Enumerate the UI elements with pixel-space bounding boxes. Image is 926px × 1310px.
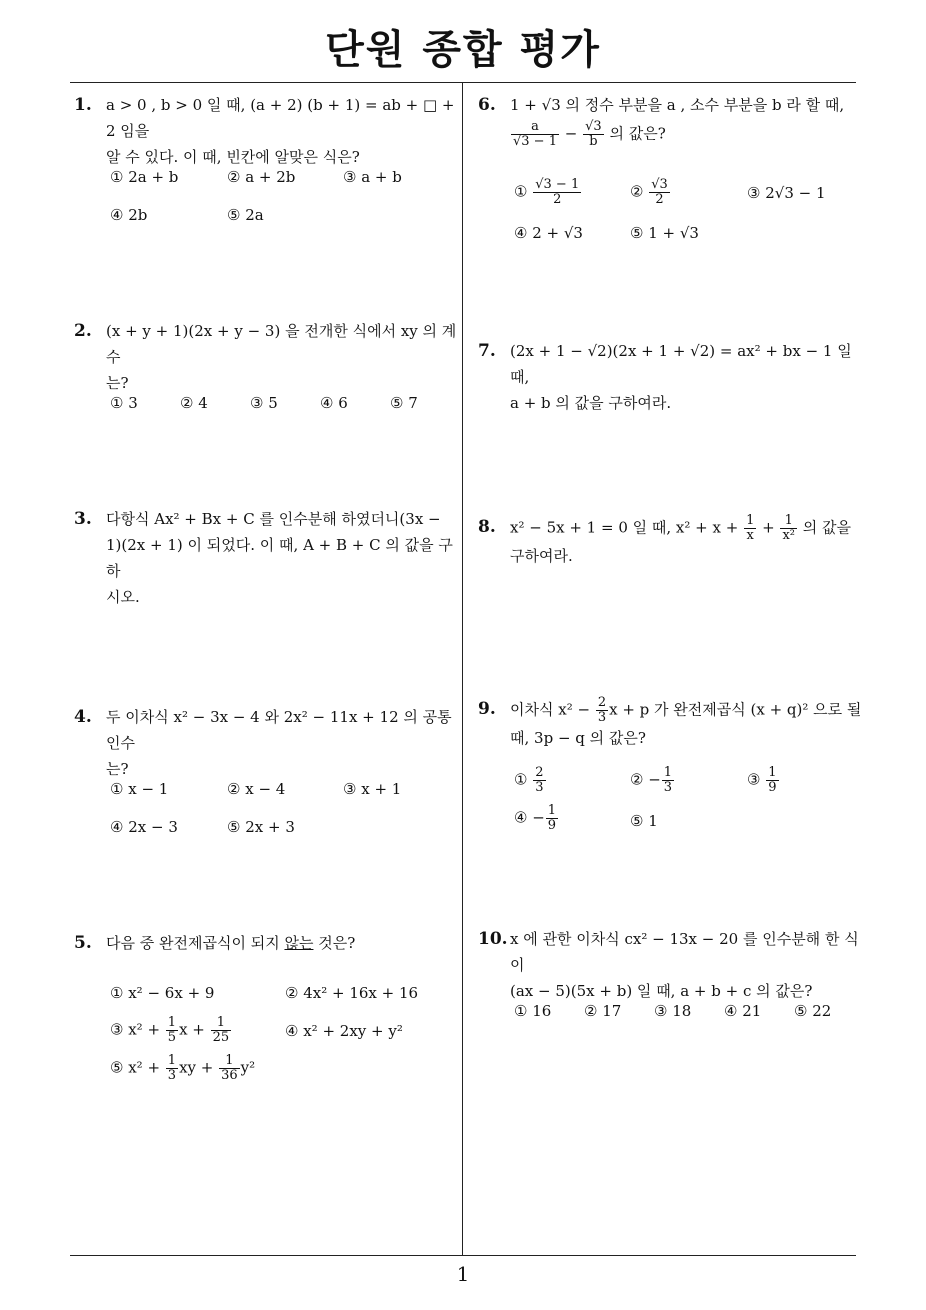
question-number: 2. — [74, 321, 92, 341]
question-number: 9. — [478, 699, 496, 719]
fraction: $\frac{2}{3}$ — [535, 765, 544, 795]
question-text: 이차식 x² − $\frac{2}{3}$ x + p 가 완전제곱식 (x + q)² 으로 될 때, 3p − q 의 값은? — [510, 695, 862, 747]
top-rule — [70, 82, 856, 83]
question-text: (x + y + 1)(2x + y − 3) 을 전개한 식에서 xy 의 계수 는? — [106, 322, 457, 392]
question-number: 6. — [478, 95, 496, 115]
option-4[interactable]: ④ 2 + √3 — [514, 224, 583, 242]
question-text: 두 이차식 x² − 3x − 4 와 2x² − 11x + 12 의 공통인수 는? — [106, 708, 452, 778]
option-2[interactable]: ② $\frac{√3}{2}$ — [630, 177, 668, 207]
page-title: 단원 종합 평가 — [325, 27, 601, 73]
fraction: $\frac{1}{5}$ — [167, 1015, 177, 1045]
fraction: $\frac{√3}{b}$ — [585, 119, 602, 149]
option-4[interactable]: ④ 2b — [110, 206, 148, 224]
question-number: 8. — [478, 517, 496, 537]
question-text: x 에 관한 이차식 cx² − 13x − 20 를 인수분해 한 식이 (ax − 5)(5x + b) 일 때, a + b + c 의 값은? — [510, 930, 859, 1000]
question-text: (2x + 1 − √2)(2x + 1 + √2) = ax² + bx − 1 일 때, a + b 의 값을 구하여라. — [510, 342, 852, 412]
question-text: 다항식 Ax² + Bx + C 를 인수분해 하였더니(3x − 1)(2x + 1) 이 되었다. 이 때, A + B + C 의 값을 구하 시오. — [106, 510, 453, 606]
option-5[interactable]: ⑤ 1 — [630, 812, 658, 830]
option-2[interactable]: ② x − 4 — [227, 780, 286, 798]
question-text: 1 + √3 의 정수 부분을 a , 소수 부분을 b 라 할 때, $\frac{a}{√3 - 1}$ − $\frac{√3}{b}$ 의 값은? — [510, 96, 845, 149]
fraction: $\frac{1}{\text{x²}}$ — [782, 513, 796, 543]
fraction: $\frac{1}{9}$ — [768, 765, 777, 795]
option-5[interactable]: ⑤ 7 — [390, 394, 418, 412]
fraction: $\frac{1}{36}$ — [221, 1053, 238, 1083]
fraction: $\frac{2}{3}$ — [597, 695, 607, 725]
option-1[interactable]: ① x − 1 — [110, 780, 169, 798]
option-2[interactable]: ② a + 2b — [227, 168, 296, 186]
fraction: $\frac{1}{3}$ — [663, 765, 673, 795]
question-number: 3. — [74, 509, 92, 529]
bottom-rule — [70, 1255, 856, 1256]
option-3[interactable]: ③ 18 — [654, 1002, 692, 1020]
option-5[interactable]: ⑤ 2x + 3 — [227, 818, 295, 836]
option-2[interactable]: ② 17 — [584, 1002, 622, 1020]
option-3[interactable]: ③ x² + $\frac{1}{5}$ x + $\frac{1}{25}$ — [110, 1015, 230, 1045]
fraction: $\frac{√3}{2}$ — [651, 177, 668, 207]
fraction: $\frac{1}{9}$ — [547, 803, 557, 833]
question-number: 1. — [74, 95, 92, 115]
option-3[interactable]: ③ x + 1 — [343, 780, 402, 798]
page-number: 1 — [456, 1262, 470, 1286]
option-5[interactable]: ⑤ 22 — [794, 1002, 832, 1020]
option-3[interactable]: ③ $\frac{1}{9}$ — [747, 765, 777, 795]
fraction: $\frac{1}{x}$ — [746, 513, 755, 543]
option-1[interactable]: ① 3 — [110, 394, 138, 412]
option-5[interactable]: ⑤ 1 + √3 — [630, 224, 699, 242]
option-3[interactable]: ③ a + b — [343, 168, 402, 186]
question-text: x² − 5x + 1 = 0 일 때, x² + x + $\frac{1}{x}$ + $\frac{1}{\text{x²}}$ 의 값을 구하여라. — [510, 513, 852, 565]
option-4[interactable]: ④ 21 — [724, 1002, 762, 1020]
option-3[interactable]: ③ 2√3 − 1 — [747, 184, 826, 202]
option-1[interactable]: ① 2a + b — [110, 168, 179, 186]
fraction: $\frac{√3 - 1}{2}$ — [535, 177, 580, 207]
option-5[interactable]: ⑤ 2a — [227, 206, 264, 224]
fraction: $\frac{1}{3}$ — [167, 1053, 177, 1083]
option-2[interactable]: ② − $\frac{1}{3}$ — [630, 765, 673, 795]
option-1[interactable]: ① 16 — [514, 1002, 552, 1020]
question-number: 4. — [74, 707, 92, 727]
option-5[interactable]: ⑤ x² + $\frac{1}{3}$ xy + $\frac{1}{36}$ y² — [110, 1053, 256, 1083]
option-1[interactable]: ① $\frac{√3 - 1}{2}$ — [514, 177, 580, 207]
option-3[interactable]: ③ 5 — [250, 394, 278, 412]
option-1[interactable]: ① $\frac{2}{3}$ — [514, 765, 544, 795]
question-number: 10. — [478, 929, 508, 949]
option-4[interactable]: ④ x² + 2xy + y² — [285, 1022, 403, 1040]
question-number: 5. — [74, 933, 92, 953]
fraction: $\frac{1}{25}$ — [212, 1015, 230, 1045]
column-divider — [462, 82, 463, 1255]
fraction: $\frac{a}{√3 - 1}$ — [513, 119, 557, 149]
option-4[interactable]: ④ − $\frac{1}{9}$ — [514, 803, 557, 833]
question-text: a > 0 , b > 0 일 때, (a + 2) (b + 1) = ab + □ + 2 임을 알 수 있다. 이 때, 빈칸에 알맞은 식은? — [106, 96, 455, 166]
option-2[interactable]: ② 4x² + 16x + 16 — [285, 984, 419, 1002]
question-number: 7. — [478, 341, 496, 361]
option-2[interactable]: ② 4 — [180, 394, 208, 412]
question-text: 다음 중 완전제곱식이 되지 않는 것은? — [106, 934, 356, 952]
option-4[interactable]: ④ 6 — [320, 394, 348, 412]
option-4[interactable]: ④ 2x − 3 — [110, 818, 178, 836]
option-1[interactable]: ① x² − 6x + 9 — [110, 984, 215, 1002]
